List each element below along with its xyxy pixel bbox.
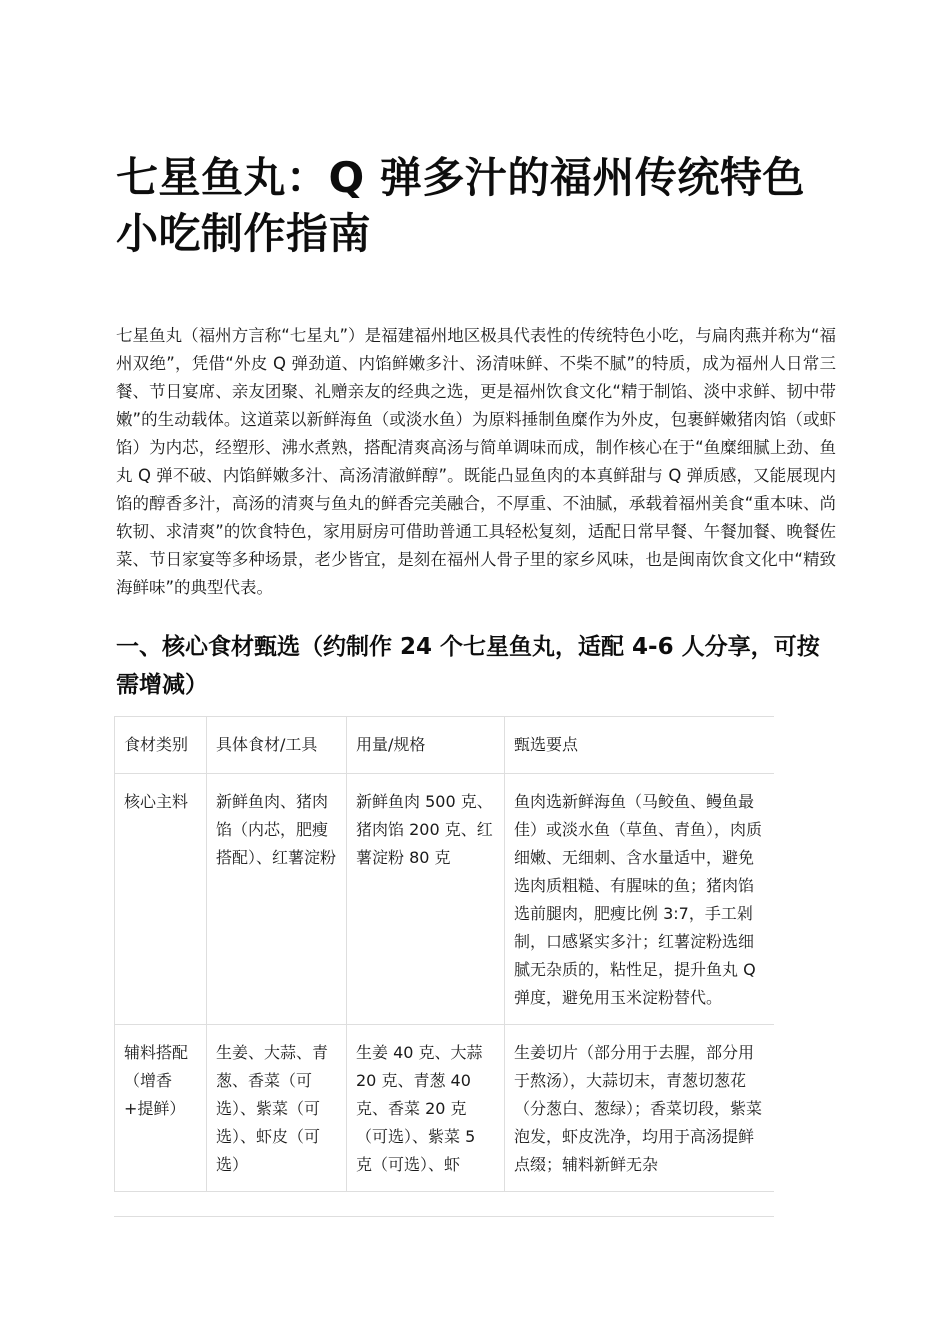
section-heading-ingredients: 一、核心食材甄选（约制作 24 个七星鱼丸，适配 4-6 人分享，可按需增减）: [116, 634, 820, 698]
cell-category: 核心主料: [115, 774, 207, 1025]
cell-tips: 生姜切片（部分用于去腥，部分用于熬汤），大蒜切末，青葱切葱花（分葱白、葱绿）；香菜切段，紫菜泡发，虾皮洗净，均用于高汤提鲜点缀；辅料新鲜无杂: [505, 1025, 775, 1192]
page-title: 七星鱼丸：Q 弹多汁的福州传统特色小吃制作指南: [116, 153, 805, 258]
ingredients-table: [114, 716, 774, 1192]
header-tips: 甄选要点: [505, 717, 775, 774]
cell-items: 新鲜鱼肉、猪肉馅（内芯，肥瘦搭配）、红薯淀粉: [207, 774, 347, 1025]
header-amount: 用量/规格: [347, 717, 505, 774]
header-category: 食材类别: [115, 717, 207, 774]
intro-paragraph: 七星鱼丸（福州方言称“七星丸”）是福建福州地区极具代表性的传统特色小吃，与扁肉燕并称为“福州双绝”，凭借“外皮 Q 弹劲道、内馅鲜嫩多汁、汤清味鲜、不柴不腻”的特质，成为福州人日常三餐、节日宴席、亲友团聚、礼赠亲友的经典之选，更是福州饮食文化“精于制馅、淡中求鲜、韧中带嫩”的生动载体。这道菜以新鲜海鱼（或淡水鱼）为原料捶制鱼糜作为外皮，包裹鲜嫩猪肉馅（或虾馅）为内芯，经塑形、沸水煮熟，搭配清爽高汤与简单调味而成，制作核心在于“鱼糜细腻上劲、鱼丸 Q 弹不破、内馅鲜嫩多汁、高汤清澈鲜醇”。既能凸显鱼肉的本真鲜甜与 Q 弹质感，又能展现内馅的醇香多汁，高汤的清爽与鱼丸的鲜香完美融合，不厚重、不油腻，承载着福州美食“重本味、尚软韧、求清爽”的饮食特色，家用厨房可借助普通工具轻松复刻，适配日常早餐、午餐加餐、晚餐佐菜、节日家宴等多种场景，老少皆宜，是刻在福州人骨子里的家乡风味，也是闽南饮食文化中“精致海鲜味”的典型代表。: [116, 326, 836, 597]
table-row: [115, 774, 775, 1025]
table-header-row: [115, 717, 775, 774]
table-row: [115, 1025, 775, 1192]
cell-items: 生姜、大蒜、青葱、香菜（可选）、紫菜（可选）、虾皮（可选）: [207, 1025, 347, 1192]
cell-category: 辅料搭配（增香+提鲜）: [115, 1025, 207, 1192]
ingredients-table-container: [114, 716, 774, 1217]
header-items: 具体食材/工具: [207, 717, 347, 774]
cell-amount: 生姜 40 克、大蒜 20 克、青葱 40 克、香菜 20 克（可选）、紫菜 5 克（可选）、虾: [347, 1025, 505, 1192]
cell-tips: 鱼肉选新鲜海鱼（马鲛鱼、鳗鱼最佳）或淡水鱼（草鱼、青鱼），肉质细嫩、无细刺、含水量适中，避免选肉质粗糙、有腥味的鱼；猪肉馅选前腿肉，肥瘦比例 3:7，手工剁制，口感紧实多汁；红薯淀粉选细腻无杂质的，粘性足，提升鱼丸 Q 弹度，避免用玉米淀粉替代。: [505, 774, 775, 1025]
cell-amount: 新鲜鱼肉 500 克、猪肉馅 200 克、红薯淀粉 80 克: [347, 774, 505, 1025]
